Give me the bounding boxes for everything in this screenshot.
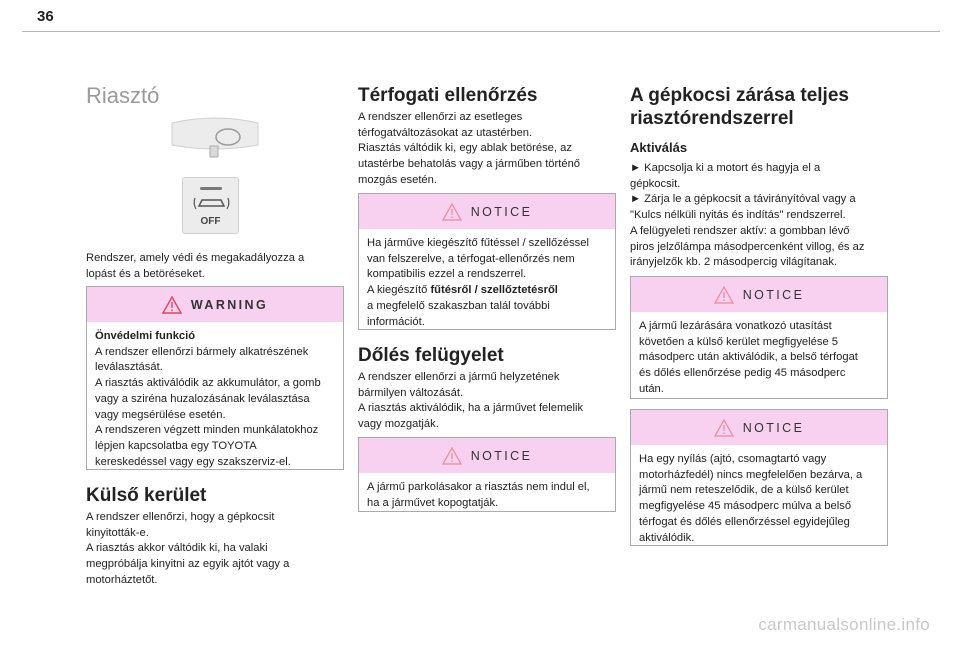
notice-label: NOTICE [742, 420, 805, 435]
notice-box [630, 276, 888, 399]
top-rule [22, 31, 940, 32]
watermark-text: carmanualsonline.info [758, 615, 930, 634]
text-line: után. [639, 382, 664, 395]
text-line: A riasztás aktiválódik, ha a járművet felemelik [358, 402, 584, 415]
section-title-outer-perimeter: Külső kerület [86, 485, 207, 506]
text-line: A felügyeleti rendszer aktív: a gombban lévő [630, 224, 850, 237]
text-line: "Kulcs nélküli nyitás és indítás" rendszerrel. [630, 209, 846, 222]
text-line: A riasztás aktiválódik az akkumulátor, a gomb [95, 377, 321, 390]
text-line: A jármű lezárására vonatkozó utasítást [639, 320, 832, 332]
warning-header [87, 287, 343, 322]
notice-triangle-icon [442, 203, 462, 221]
text-line: követően a külső kerület megfigyelése 5 [639, 335, 839, 348]
notice-triangle-icon [714, 286, 734, 304]
notice-label: NOTICE [470, 204, 533, 219]
text-line: mozgás esetén. [358, 173, 437, 186]
alarm-off-button-icon [182, 177, 239, 234]
chapter-title: Riasztó [86, 83, 160, 108]
warning-label: WARNING [190, 297, 269, 312]
text-line: gépkocsit. [630, 177, 681, 190]
tilt-text [358, 370, 583, 433]
text-line: motorháztetőt. [86, 573, 158, 586]
section-title-volumetric: Térfogati ellenőrzés [358, 85, 538, 106]
notice-header [631, 410, 887, 445]
text-line: A rendszer ellenőrzi a jármű helyzetének [358, 371, 560, 383]
warning-box [86, 286, 344, 470]
text-line: lépjen kapcsolatba egy TOYOTA [95, 439, 257, 452]
notice-triangle-icon [714, 419, 734, 437]
text-line: ► Zárja le a gépkocsit a távirányítóval vagy a [630, 193, 856, 206]
text-line: utastérbe behatolás vagy a járműben történő [358, 158, 581, 171]
text-line: van felszerelve, a térfogat-ellenőrzés nem [367, 252, 575, 265]
text-line: motorházfedél) nincs megfelelően bezárva, a [639, 468, 863, 481]
text-line [367, 283, 607, 299]
text-line: megfigyelése 45 másodperc múlva a belső [639, 500, 852, 513]
text-line: információt. [367, 315, 425, 328]
text-line: kereskedéssel vagy egy szakszerviz-el. [95, 455, 291, 468]
title-line: riasztórendszerrel [630, 108, 794, 129]
text-line: A riasztás akkor váltódik ki, ha valaki [86, 542, 268, 555]
notice-triangle-icon [442, 447, 462, 465]
notice-box [358, 437, 616, 512]
warning-triangle-icon [162, 296, 182, 314]
notice-label: NOTICE [470, 448, 533, 463]
text-line: leválasztását. [95, 361, 163, 374]
intro-text [86, 251, 304, 282]
text-line: ► Kapcsolja ki a motort és hagyja el a [630, 162, 821, 174]
text-line: vagy a sziréna huzalozásának leválasztása [95, 392, 310, 405]
text-line: vagy megsérülése esetén. [95, 408, 226, 421]
notice-header [359, 194, 615, 229]
warning-heading: Önvédelmi funkció [95, 330, 196, 342]
text-line: aktiválódik. [639, 531, 695, 544]
notice-body [631, 312, 887, 406]
text-line: másodperc után aktiválódik, a belső térfogat [639, 351, 858, 364]
volumetric-text [358, 110, 580, 189]
text-line: kinyitották-e. [86, 526, 149, 539]
section-title-full-locking [630, 84, 849, 130]
text-line: A rendszer ellenőrzi az esetleges [358, 111, 523, 123]
text-line: vagy mozgatják. [358, 418, 439, 431]
activation-text [630, 161, 864, 271]
page-number: 36 [37, 8, 54, 25]
text-line: térfogatváltozásokat az utastérben. [358, 126, 533, 139]
notice-header [359, 438, 615, 473]
text-line: és dőlés ellenőrzése pedig 45 másodperc [639, 367, 846, 380]
text-line: piros jelzőlámpa másodpercenként villog, és az [630, 240, 865, 253]
car-alarm-icon [183, 178, 240, 218]
notice-box [358, 193, 616, 330]
off-button-label: OFF [200, 216, 221, 227]
text-line: kompatibilis ezzel a rendszerrel. [367, 268, 527, 281]
text-line: Ha járműve kiegészítő fűtéssel / szellőzéssel [367, 237, 589, 249]
outer-perimeter-text [86, 510, 289, 589]
ceiling-console-illustration [170, 115, 260, 161]
notice-body [631, 445, 887, 554]
text-line: irányjelzők kb. 2 másodpercig világítanak. [630, 256, 838, 269]
notice-body [359, 229, 615, 338]
text-line: Riasztás váltódik ki, egy ablak betörése, az [358, 142, 572, 155]
text-line: Rendszer, amely védi és megakadályozza a [86, 252, 305, 264]
text-line: A rendszeren végzett minden munkálatokhoz [95, 424, 319, 437]
text-line: Ha egy nyílás (ajtó, csomagtartó vagy [639, 453, 827, 465]
text-line: ha a járművet kopogtatják. [367, 496, 499, 509]
text-line-prefix: A kiegészítő [367, 284, 431, 297]
subheading-activation: Aktiválás [630, 140, 688, 155]
text-line: A jármű parkolásakor a riasztás nem indul el, [367, 481, 590, 493]
notice-label: NOTICE [742, 287, 805, 302]
text-line: térfogat és dőlés ellenőrzéssel egyidejűleg [639, 515, 850, 528]
text-line: A rendszer ellenőrzi, hogy a gépkocsit [86, 511, 275, 523]
text-line: jármű nem reteszelődik, de a külső kerület [639, 484, 849, 497]
text-line: megpróbálja kinyitni az egyik ajtót vagy a [86, 558, 290, 571]
bold-reference: fűtésről / szellőztetésről [430, 284, 558, 297]
text-line: lopást és a betöréseket. [86, 267, 205, 280]
warning-body [87, 322, 343, 478]
title-line: A gépkocsi zárása teljes [630, 85, 849, 106]
notice-box [630, 409, 888, 546]
text-line: A rendszer ellenőrzi bármely alkatrészének [95, 345, 309, 358]
section-title-tilt: Dőlés felügyelet [358, 345, 504, 366]
text-line: a megfelelő szakaszban talál további [367, 299, 550, 312]
text-line: bármilyen változását. [358, 386, 464, 399]
notice-body [359, 473, 615, 519]
notice-header [631, 277, 887, 312]
